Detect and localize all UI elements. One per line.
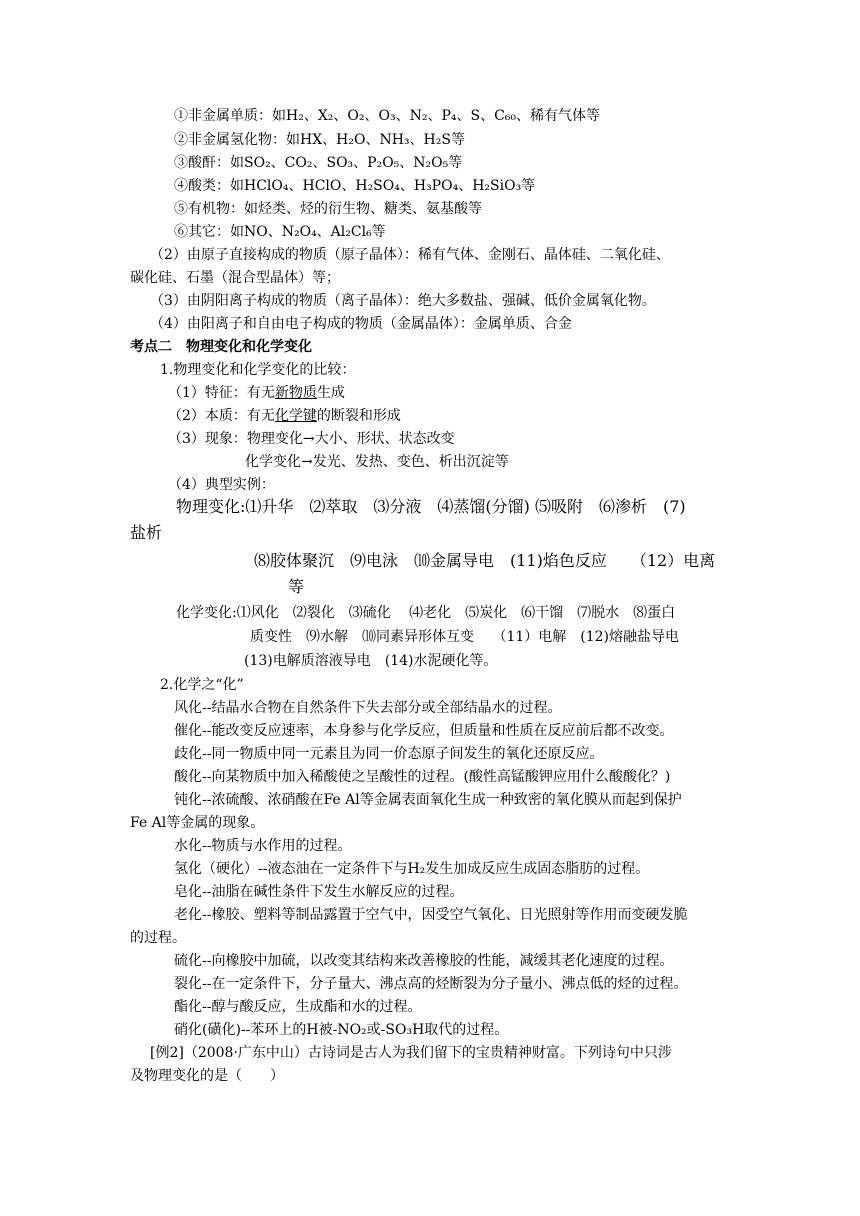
text-line: 化学变化:⑴风化 ⑵裂化 ⑶硫化 ⑷老化 ⑸炭化 ⑹干馏 ⑺脱水 ⑻蛋白 (176, 605, 676, 621)
text-line: 1.物理变化和化学变化的比较： (160, 362, 356, 378)
text-line: 物理变化:⑴升华 ⑵萃取 ⑶分液 ⑷蒸馏(分馏) ⑸吸附 ⑹渗析 (7) (176, 497, 686, 516)
text-line: (13)电解质溶液导电 (14)水泥硬化等。 (244, 653, 498, 669)
text-line: （4）由阳离子和自由电子构成的物质（金属晶体）：金属单质、合金 (150, 316, 572, 332)
text-line: 2.化学之“化” (160, 677, 244, 693)
text-line: （3）现象：物理变化→大小、形状、状态改变 (168, 431, 455, 447)
text-line: 硫化--向橡胶中加硫，以改变其结构来改善橡胶的性能，减缓其老化速度的过程。 (174, 953, 674, 969)
text-line: （4）典型实例： (168, 477, 275, 493)
text-line: ⑻胶体聚沉 ⑼电泳 ⑽金属导电 (11)焰色反应 （12）电离 (254, 551, 716, 570)
text-line: 催化--能改变反应速率，本身参与化学反应，但质量和性质在反应前后都不改变。 (174, 723, 674, 739)
text-line: ⑥其它：如NO、N₂O₄、Al₂Cl₆等 (174, 224, 386, 240)
text-line: 水化--物质与水作用的过程。 (174, 838, 352, 854)
text-line: 等 (288, 577, 305, 596)
underlined-term: 新物质 (274, 385, 317, 401)
text-line: 质变性 ⑼水解 ⑽同素异形体互变 （11）电解 (12)熔融盐导电 (250, 629, 680, 645)
text-line: 酸化--向某物质中加入稀酸使之呈酸性的过程。(酸性高锰酸钾应用什么酸酸化？) (174, 769, 671, 785)
text-line: （3）由阴阳离子构成的物质（离子晶体）：绝大多数盐、强碱、低价金属氧化物。 (150, 293, 656, 309)
text-line: 钝化--浓硫酸、浓硝酸在Fe Al等金属表面氧化生成一种致密的氧化膜从而起到保护 (174, 792, 682, 808)
text-line: 歧化--同一物质中同一元素且为同一价态原子间发生的氧化还原反应。 (174, 746, 604, 762)
example-question: [例2]（2008·广东中山）古诗词是古人为我们留下的宝贵精神财富。下列诗句中只涉 (150, 1045, 672, 1061)
text-line: 的过程。 (130, 930, 186, 946)
text-line: 老化--橡胶、塑料等制品露置于空气中，因受空气氧化、日光照射等作用而变硬发脆 (174, 907, 688, 923)
text-line: （1）特征：有无新物质生成 (168, 385, 345, 401)
text-line: 硝化(磺化)--苯环上的H被-NO₂或-SO₃H取代的过程。 (174, 1022, 509, 1038)
text-line: （2）由原子直接构成的物质（原子晶体）：稀有气体、金刚石、晶体硅、二氧化硅、 (150, 247, 670, 263)
example-question: 及物理变化的是（ ） (130, 1068, 284, 1084)
text-line: 皂化--油脂在碱性条件下发生水解反应的过程。 (174, 884, 464, 900)
text-line: ④酸类：如HClO₄、HClO、H₂SO₄、H₃PO₄、H₂SiO₃等 (174, 178, 536, 194)
text-line: ①非金属单质：如H₂、X₂、O₂、O₃、N₂、P₄、S、C₆₀、稀有气体等 (174, 108, 601, 124)
text-line: 碳化硅、石墨（混合型晶体）等； (130, 270, 340, 286)
text-line: 盐析 (130, 523, 163, 542)
text-line: 氢化（硬化）--液态油在一定条件下与H₂发生加成反应生成固态脂肪的过程。 (174, 861, 650, 877)
text-line: 风化--结晶水合物在自然条件下失去部分或全部结晶水的过程。 (174, 700, 562, 716)
text-line: 酯化--醇与酸反应，生成酯和水的过程。 (174, 999, 422, 1015)
text-line: Fe Al等金属的现象。 (130, 815, 265, 831)
text-line: （2）本质：有无化学键的断裂和形成 (168, 408, 401, 424)
underlined-term: 化学键 (274, 408, 317, 424)
text-line: 化学变化→发光、发热、变色、析出沉淀等 (245, 454, 509, 470)
text-line: ⑤有机物：如烃类、烃的衍生物、糖类、氨基酸等 (174, 201, 482, 217)
text-line: 裂化--在一定条件下，分子量大、沸点高的烃断裂为分子量小、沸点低的烃的过程。 (174, 976, 688, 992)
text-line: ②非金属氢化物：如HX、H₂O、NH₃、H₂S等 (174, 132, 465, 148)
section-heading: 考点二 物理变化和化学变化 (130, 339, 312, 355)
text-line: ③酸酐：如SO₂、CO₂、SO₃、P₂O₅、N₂O₅等 (174, 155, 463, 171)
